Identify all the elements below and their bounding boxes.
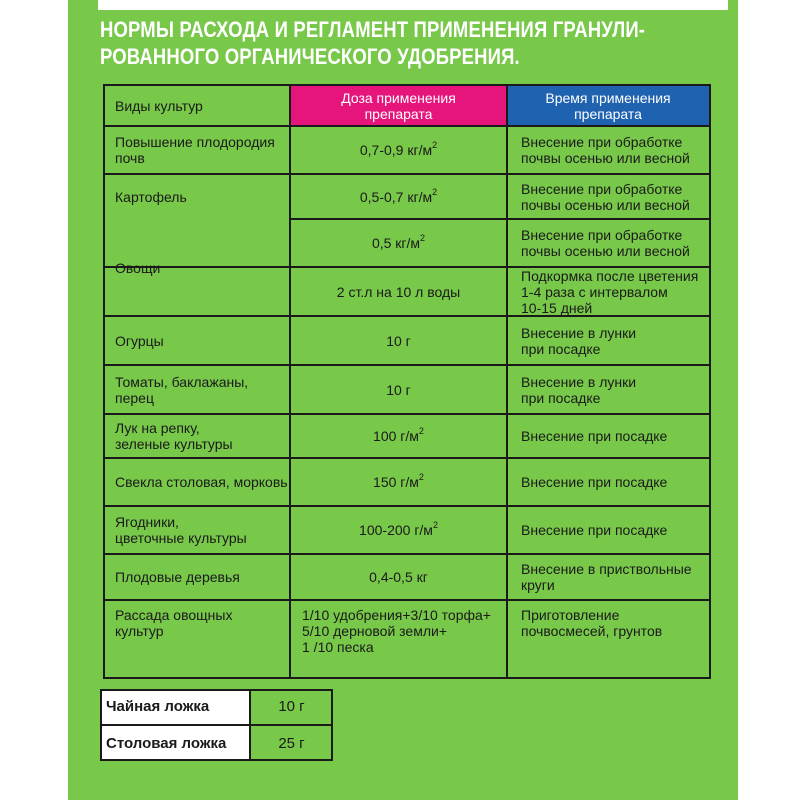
dose-cell xyxy=(290,175,507,218)
row-divider xyxy=(103,553,711,555)
culture-cell xyxy=(105,555,290,599)
culture-cell xyxy=(105,507,290,553)
spoon-grid-line xyxy=(331,689,333,761)
header-culture: Виды культур xyxy=(115,97,203,114)
header-dose-line-1: препарата xyxy=(364,105,433,122)
dose-cell xyxy=(290,268,507,315)
time-3-line-1: 1-4 раза с интервалом xyxy=(521,283,668,300)
dose-3-line-0: 2 ст.л на 10 л воды xyxy=(336,283,461,300)
spoon-grid-line xyxy=(100,724,333,726)
culture-cell xyxy=(105,601,290,679)
culture-8-line-1: цветочные культуры xyxy=(115,530,247,546)
dose-0-line-0: 0,7-0,9 $кг/м^2$ xyxy=(359,140,438,158)
row-divider xyxy=(103,364,711,366)
culture-5-line-0: Томаты, баклажаны, xyxy=(115,373,249,390)
row-divider xyxy=(103,315,711,317)
column-divider xyxy=(709,84,711,679)
row-divider xyxy=(103,413,711,415)
time-cell xyxy=(507,220,709,266)
dose-cell xyxy=(290,317,507,364)
time-0-line-1: почвы осенью или весной xyxy=(521,150,690,166)
dose-cell xyxy=(290,366,507,413)
dose-cell xyxy=(290,459,507,505)
column-divider xyxy=(289,84,291,679)
time-6-line-0: Внесение при посадке xyxy=(521,428,668,444)
time-cell xyxy=(507,601,709,679)
time-cell xyxy=(507,366,709,413)
header-time xyxy=(507,86,709,125)
time-cell xyxy=(507,507,709,553)
header-dose-line-0: Доза применения xyxy=(341,89,456,106)
page-title xyxy=(100,16,646,70)
culture-cell xyxy=(105,317,290,364)
time-4-line-0: Внесение в лунки xyxy=(521,324,637,341)
spoon-grid-line xyxy=(100,689,333,691)
title-line-2: РОВАННОГО ОРГАНИЧЕСКОГО УДОБРЕНИЯ. xyxy=(100,44,520,69)
row-divider xyxy=(289,218,711,220)
culture-1-line-0: Картофель xyxy=(115,188,187,205)
spoon-label: Столовая ложка xyxy=(100,726,250,761)
spoon-grid-line xyxy=(249,689,251,761)
column-divider xyxy=(506,84,508,679)
culture-0-line-1: почв xyxy=(115,150,145,166)
culture-8-line-0: Ягодники, xyxy=(115,514,179,530)
culture-9-line-0: Плодовые деревья xyxy=(115,569,240,585)
time-3-line-0: Подкормка после цветения xyxy=(521,267,699,284)
time-cell xyxy=(507,127,709,173)
row-divider xyxy=(103,125,711,127)
culture-cell xyxy=(105,415,290,457)
culture-cell xyxy=(105,366,290,413)
row-divider xyxy=(103,266,711,268)
dose-cell xyxy=(290,601,507,679)
time-cell xyxy=(507,175,709,218)
row-divider xyxy=(103,505,711,507)
culture-7-line-0: Свекла столовая, морковь xyxy=(115,474,288,490)
dose-10-line-2: 1 /10 песка xyxy=(302,639,374,655)
dose-2-line-0: 0,5 $кг/м^2$ xyxy=(371,233,426,251)
culture-10-line-1: культур xyxy=(115,623,164,639)
column-divider xyxy=(103,84,105,679)
time-5-line-1: при посадке xyxy=(521,389,601,406)
dose-4-line-0: 10 г xyxy=(386,332,411,349)
time-cell xyxy=(507,555,709,599)
time-cell xyxy=(507,317,709,364)
time-10-line-1: почвосмесей, грунтов xyxy=(521,623,663,639)
row-divider xyxy=(103,457,711,459)
time-9-line-1: круги xyxy=(521,577,555,593)
dose-7-line-0: 150 $г/м^2$ xyxy=(373,472,424,490)
time-3-line-2: 10-15 дней xyxy=(521,299,593,316)
dose-8-line-0: 100-200 $г/м^2$ xyxy=(359,520,438,538)
header-time-line-1: препарата xyxy=(574,105,642,122)
dose-5-line-0: 10 г xyxy=(386,381,411,398)
title-line-1: НОРМЫ РАСХОДА И РЕГЛАМЕНТ ПРИМЕНЕНИЯ ГРАНУЛИ- xyxy=(100,17,646,42)
dose-10-line-0: 1/10 удобрения+3/10 торфа+ xyxy=(302,607,491,623)
spoon-grid-line xyxy=(100,759,333,761)
row-divider xyxy=(103,173,711,175)
row-divider xyxy=(103,599,711,601)
dose-cell xyxy=(290,555,507,599)
time-8-line-0: Внесение при посадке xyxy=(521,522,668,538)
time-4-line-1: при посадке xyxy=(521,340,601,357)
row-divider xyxy=(103,84,711,86)
time-5-line-0: Внесение в лунки xyxy=(521,373,637,390)
time-cell xyxy=(507,268,709,315)
culture-5-line-1: перец xyxy=(115,389,154,406)
time-1-line-1: почвы осенью или весной xyxy=(521,196,690,213)
spoon-value: 10 г xyxy=(250,689,333,724)
spoon-grid-line xyxy=(100,689,102,761)
culture-6-line-1: зеленые культуры xyxy=(115,436,233,452)
header-time-line-0: Время применения xyxy=(545,89,671,106)
application-rates-table xyxy=(103,84,711,679)
culture-6-line-0: Лук на репку, xyxy=(115,420,200,436)
time-cell xyxy=(507,459,709,505)
culture-10-line-0: Рассада овощных xyxy=(115,607,233,623)
top-strip xyxy=(98,0,728,10)
culture-4-line-0: Огурцы xyxy=(115,332,164,349)
dose-9-line-0: 0,4-0,5 кг xyxy=(369,569,428,585)
dose-cell xyxy=(290,415,507,457)
dose-10-line-1: 5/10 дерновой земли+ xyxy=(302,623,448,639)
time-1-line-0: Внесение при обработке xyxy=(521,180,683,197)
time-2-line-1: почвы осенью или весной xyxy=(521,243,690,259)
culture-0-line-0: Повышение плодородия xyxy=(115,134,275,150)
time-cell xyxy=(507,415,709,457)
dose-cell xyxy=(290,127,507,173)
header-dose xyxy=(290,86,507,125)
time-0-line-0: Внесение при обработке xyxy=(521,134,683,150)
culture-cell xyxy=(105,127,290,173)
time-7-line-0: Внесение при посадке xyxy=(521,474,668,490)
culture-cell xyxy=(105,459,290,505)
spoon-value: 25 г xyxy=(250,726,333,761)
dose-cell xyxy=(290,507,507,553)
spoon-measure-table xyxy=(100,689,333,761)
spoon-label: Чайная ложка xyxy=(100,689,250,724)
dose-cell xyxy=(290,220,507,266)
time-2-line-0: Внесение при обработке xyxy=(521,227,683,243)
time-10-line-0: Приготовление xyxy=(521,607,620,623)
dose-1-line-0: 0,5-0,7 $кг/м^2$ xyxy=(359,186,438,205)
row-divider xyxy=(103,677,711,679)
time-9-line-0: Внесение в приствольные xyxy=(521,561,692,577)
culture-cell xyxy=(105,175,290,218)
dose-6-line-0: 100 $г/м^2$ xyxy=(373,426,424,444)
